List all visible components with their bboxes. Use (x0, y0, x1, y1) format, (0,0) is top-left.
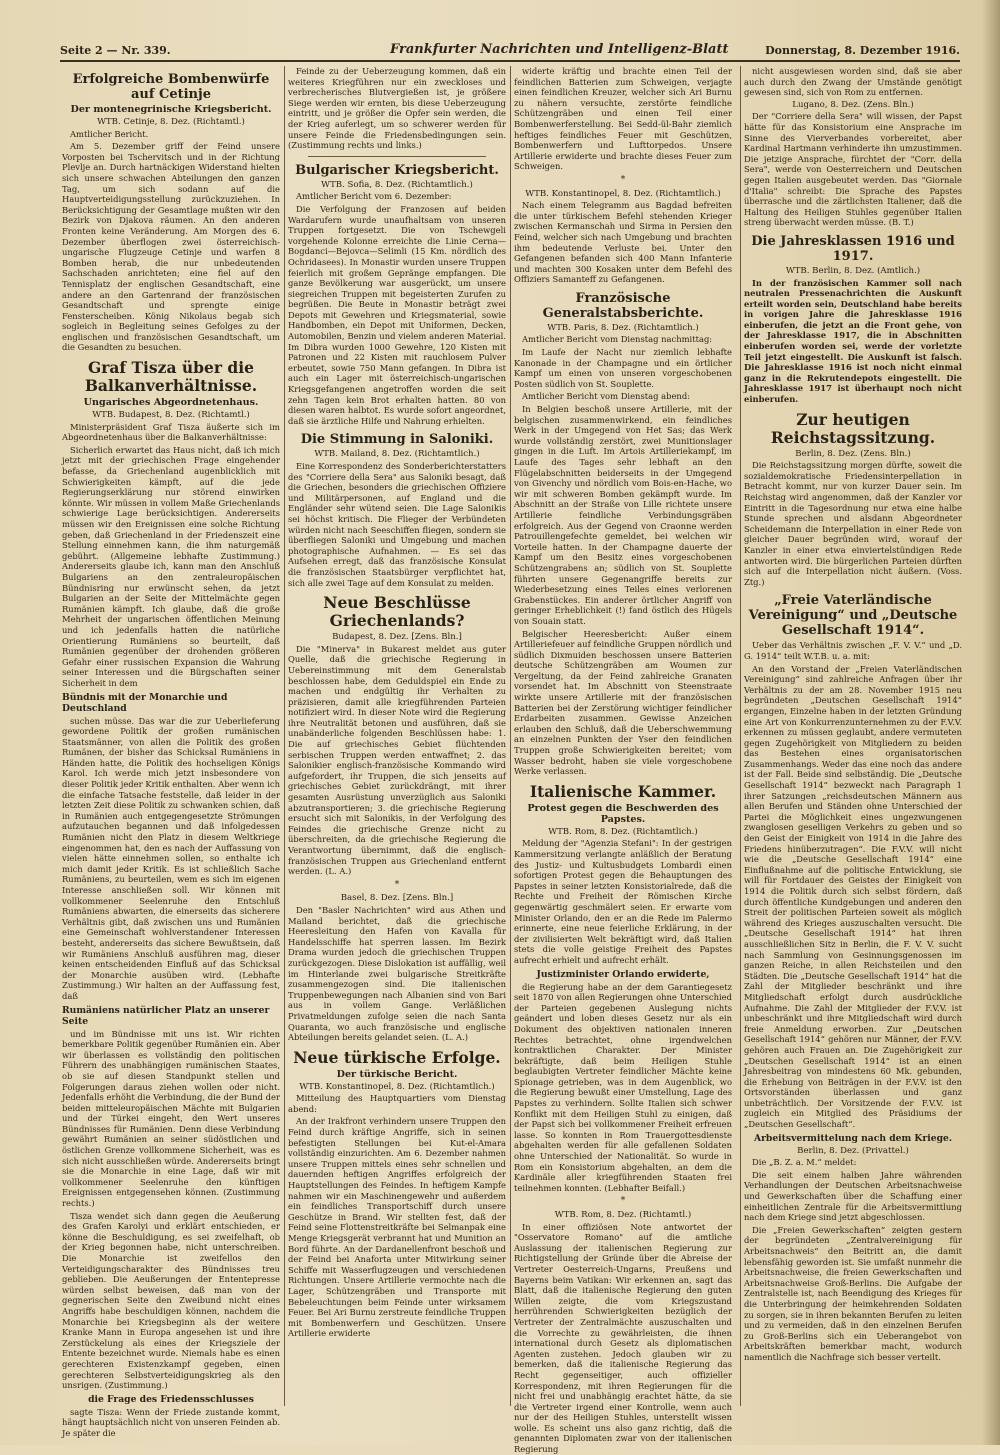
paragraph: Amtlicher Bericht. (70, 128, 149, 139)
headline: „Freie Vaterländische Vereinigung“ und „Deutsche Gesellschaft 1914“. (748, 593, 958, 639)
column-2 (288, 66, 506, 1406)
paragraph: und im Bündnisse mit uns ist. Wir richten bemerkbare Politik gegenüber Rumänien ein. Aber wir überlassen es vollständig den politischen Führern des unabhängigen rumänischen Staates, ob sie auf diesen Standpunkt stellen und Folgerungen daraus ziehen wollen oder nicht. Jedenfalls erhöht die Verbindung, die der Bund der beiden mitteleuropäischen Mächte mit Bulgarien und der Türkei eingeht, den Wert unseres Bündnisses für Rumänien. Denn diese Verbindung gewährt Rumänien an seiner südöstlichen und östlichen Grenze vollkommene Sicherheit, was es sich nicht ausschließen würde. Andererseits bringt sie die Monarchie in eine Lage, daß wir mit vollkommener Seelenruhe den künftigen Ereignissen entgegensehen können. (Zustimmung rechts.) (62, 1028, 280, 1209)
paragraph: In einer offiziösen Note antwortet der "Osservatore Romano" auf die amtliche Auslassung der italienischen Regierung zur Richtigstellung der Gründe über die Abreise der Vertreter Oesterreich-Ungarns, Preußens und Bayerns beim Vatikan: Wir erkennen an, sagt das Blatt, daß die italienische Regierung den guten Willen zeigte, die vom Kriegszustand herrührenden Schwierigkeiten bezüglich der Vertreter der Zentralmächte auszuschalten und die Vorrechte zu gewährleisten, die ihnen international durch Gesetz als diplomatischen Agenten zustehen. Jedoch glauben wir zu bemerken, daß die italienische Regierung das Recht gegenseitiger, auch offizieller Korrespondenz, mit ihren Regierungen für die nicht frei und unabhängig erachtet hätte, da sie die Vertreter irgend einer Kontrolle, wenn auch nur der des Heiligen Stuhles, unterstellt wissen wolle. Es scheint uns also ganz richtig, daß die genannten Diplomaten zwar von der italienischen Regierung (514, 1221, 732, 1455)
column-divider (284, 66, 285, 1406)
paragraph: Die "Minerva" in Bukarest meldet aus guter Quelle, daß die griechische Regierung in Uebereinstimmung mit dem Generalstab beschlossen habe, dem Geduldspiel ein Ende zu machen und endgültig ihr Verhalten zu präzisieren, damit alle kriegführenden Parteien notifiziert wird. In dieser Note wird die Regierung ihre Neutralität betonen und ausführen, daß sie unabänderliche folgenden Beschlüssen habe: 1. Die auf griechisches Gebiet flüchtenden serbischen Truppen werden entwaffnet; 2. das Salonikier englisch-französische Kommando wird aufgefordert, ihr Truppen, die sich jenseits auf griechisches Gebiet zurückdrängt, mit ihrer gesamten Ausrüstung unverzüglich aus Saloniki abzutransportieren; 3. die griechische Regierung ersucht sich mit Salonikis, in der Verfolgung des Feindes die griechische Grenze nicht zu überschreiten, da die griechische Regierung die Verantwortung übernimmt, daß die englisch-französischen Truppen aus Griechenland entfernt werden. (L. A.) (288, 643, 506, 877)
dateline: WTB. Budapest, 8. Dez. (Richtamtl.) (92, 410, 250, 421)
separator-asterisk: * (620, 174, 626, 185)
dateline: Lugano, 8. Dez. (Zens. Bln.) (792, 99, 914, 110)
subheadline: Protest gegen die Beschwerden des Papstes. (527, 802, 719, 825)
column-divider (740, 66, 741, 1406)
dateline: WTB. Paris, 8. Dez. (Richtamtlich.) (547, 322, 699, 333)
paragraph: Eine Korrespondenz des Sonderberichterstatters des "Corriere della Sera" aus Saloniki besagt, daß die Griechen, besonders die griechischen Offiziere und Militärpersonen, auf England und die Engländer sehr wütend seien. Die Lage Salonikis sei höchst kritisch. Die Flieger der Verbündeten würden nicht nach Seeschiffen fliegen, sondern sie überfliegen Saloniki und Umgebung und machen photographische Aufnahmen. — Es sei das Aufsehen erregt, daß das französische Konsulat die französischen Staatsbürger verpflichtet hat, sich alle zwei Tage auf dem Konsulat zu melden. (288, 461, 506, 588)
section-heading: Rumäniens natürlicher Platz an unserer Seite (62, 1004, 270, 1027)
headline: Neue türkische Erfolge. (293, 1047, 501, 1067)
paragraph: sagte Tisza: Wenn der Friede zustande kommt, hängt hauptsächlich nicht von unseren Feinden ab. Je später die (62, 1406, 280, 1438)
dateline: Berlin, 8. Dez. (Zens. Bln.) (795, 448, 911, 459)
paragraph: Ministerpräsident Graf Tisza äußerte sich im Abgeordnetenhaus über die Balkanverhältnisse: (62, 421, 280, 443)
dateline: WTB. Berlin, 8. Dez. (Amtlich.) (785, 265, 921, 276)
paragraph: Feinde zu der Ueberzeugung kommen, daß ein weiteres Kriegführen nur ein zweckloses und verbrecherisches Blutvergießen ist, je größere Siege werden wir ernten, bis diese Ueberzeugung eintritt, und je größer die Opfer sein werden, die der Krieg auferlegt, um so schwerer werden für unsere Feinde die Friedensbedingungen sein. (Zustimmung rechts und links.) (288, 66, 506, 151)
dateline: WTB. Cetinje, 8. Dez. (Richtamtl.) (97, 117, 245, 127)
paragraph: Amtlicher Bericht vom Dienstag nachmittag: (522, 334, 713, 345)
paragraph: Sicherlich erwartet das Haus nicht, daß ich mich jetzt mit der griechischen Frage eingehender befasse, da Griechenland augenblicklich mit Schwierigkeiten kämpft, auf die jede Regierungserklärung nur störend einwirken könnte. Wir müssen in vollem Maße Griechenlands schwierige Lage berücksichtigen. Andererseits müssen wir den Ereignissen eine solche Richtung geben, daß Griechenland in der Friedenszeit eine Stellung einnehmen kann, die ihm naturgemäß gebührt. (Allgemeine lebhafte Zustimmung.) Andererseits glaube ich, kann man den Anschluß Bulgariens an den zentraleuropäischen Bündnisring nur erwünscht sehen, da jetzt Bulgarien an der Seite der Mittelmächte gegen Rumänien kämpft. Ich glaube, daß die große Mehrheit der ungarischen öffentlichen Meinung und ich jedenfalls hatten die natürliche Orientierung Rumäniens so beurteilt, daß Rumänien gegenüber der drohenden größeren Gefahr einer russischen Expansion die Wahrung seiner Interessen und die Bürgschaften seiner Sicherheit in dem (62, 444, 280, 688)
subheadline: Der türkische Bericht. (336, 1068, 458, 1080)
headline: Graf Tisza über die Balkanverhältnisse. (84, 358, 258, 396)
paragraph: Amtlicher Bericht vom Dienstag abend: (522, 391, 691, 402)
dateline: WTB. Sofia, 8. Dez. (Richtamtlich.) (321, 179, 473, 190)
paragraph: nicht ausgewiesen worden sind, daß sie aber auch durch den Zwang der Umstände genötigt gewesen sind, sich von Rom zu entfernen. (744, 66, 962, 98)
paragraph: An der Irakfront verhindern unsere Truppen den Feind durch kräftige Angriffe, sich in seinen befestigten Stellungen bei Kut-el-Amara vollständig einzurichten. Am 6. Dezember nahmen unsere Truppen mittels eines sehr schnellen und dauernden heftigen Angriffes erfolgreich der Hauptstellungen des Feindes. In heftigem Kampfe nahmen wir ein Maschinengewehr und außerdem ein feindliches Transportschiff durch unsere Geschütze in Brand. Wir stellten fest, daß der Feind seine Flottenstreitkräfte bei Selmanpak eine Menge Kriegsgerät verbrannt hat und Munition an Bord führte. An der Dardanellenfront beschoß und der Feind bei Anaforta unter Mitwirkung seiner Schiffe mit Wasserflugzeugen und verschiedenen Richtungen. Unsere Artillerie vermochte nach die Lager, Schützengräben und Transporte mit Bebeleuchtungen beim Feinde unter wirksamem Feuer. Bei Ari Burnu zerstreute feindliche Truppen mit Bombenwerfern und Geschützen. Unsere Artillerie erwiderte (288, 1116, 506, 1339)
paragraph: Am 5. Dezember griff der Feind unsere Vorposten bei Tschervitsch und in der Richtung Plevlje an. Durch hartnäckigen Widerstand hielten sich unsere schwachen Abteilungen den ganzen Tag, um sich sodann auf die Hauptverteidigungsstellung zurückzuziehen. In Berücksichtigung der Gesamtlage mußten wir den Bezirk von Djakova räumen. An den anderen Fronten keine Veränderung. Am Morgen des 6. Dezember überflogen zwei österreichisch-ungarische Flugzeuge Cetinje und warfen 8 Bomben herab, die nur unbedeutenden Sachschaden anrichteten; eine fiel auf den Tennisplatz der englischen Gesandtschaft, eine andere an den Gartenrand der französischen Gesandtschaft und sprengte einige Fensterscheiben. König Nikolaus begab sich sogleich in Begleitung seines Gefolges zu der englischen und französischen Gesandtschaft, um die Gesandten zu besuchen. (62, 141, 280, 353)
headline: Zur heutigen Reichstagssitzung. (770, 409, 936, 447)
dateline: WTB. Rom, 8. Dez. (Richtamtl.) (554, 1210, 692, 1220)
subheadline: Der montenegrinische Kriegsbericht. (70, 104, 272, 115)
paragraph: Die „Freien Gewerkschaften“ zeigten gestern der begründeten „Zentralvereinigung für Arbeitsnachweis“ den Beitritt an, die damit lebensfähig geworden ist. Sie umfaßt nunmehr die Arbeitsnachweise, die freien Gewerkschaften und Arbeitsnachweise Groß-Berlins. Die Aufgabe der Zentralstelle ist, nach Beendigung des Krieges für die Unterbringung der heimkehrenden Soldaten zu sorgen, sie in ihren bekannten Berufen zu leiten und zu vermeiden, daß in den einzelnen Berufen zu Groß-Berlins sich ein Ueberangebot von Arbeitskräften bemerkbar macht, wodurch namentlich die Nachfrage sich besser verteilt. (744, 1224, 962, 1362)
headline: Neue Beschlüsse Griechenlands? (323, 593, 471, 631)
separator-asterisk: * (394, 879, 400, 890)
paragraph: Den "Basler Nachrichten" wird aus Athen und Mailand berichtet, daß die griechische Heeresleitung den Hafen von Kavalla für Handelsschiffe hat sperren lassen. Im Bezirk Drama wurden jedoch die griechischen Truppen zurückgezogen. Diese Dislokation ist auffällig, weil im Hinterlande zwei bulgarische Streitkräfte zusammengezogen sind. Die italienischen Truppenbewegungen nach Albanien sind von Bari aus in vollem Gange. Verläßlichen Privatmeldungen zufolge seien die nach Santa Quaranta, wo auch französische und englische Abteilungen bereits gelandet seien. (L. A.) (288, 904, 506, 1043)
paragraph: widerte kräftig und brachte einen Teil der feindlichen Batterien zum Schweigen, verjagte einen feindlichen Kreuzer, welcher sich Ari Burnu zu nähern versuchte, zerstörte feindliche Schützengräben und einen Teil einer Bombenwerferstellung. Bei Sedd-ül-Bahr ziemlich heftiges feindliches Feuer mit Geschützen, Bombenwerfern und Lufttorpedos. Unsere Artillerie erwiderte und brachte dieses Feuer zum Schweigen. (514, 66, 732, 172)
headline: Bulgarischer Kriegsbericht. (295, 162, 499, 178)
section-heading: die Frage des Friedensschlusses (88, 1393, 254, 1405)
paragraph: In Belgien beschoß unsere Artillerie, mit der belgischen zusammenwirkend, ein feindliches Werk in der Umgegend von Het Sas; das Werk wurde vollständig zerstört, zwei Munitionslager gingen in die Luft. Im Artois Artilleriekampf, im Laufe des Tages sehr lebhaft an den Flügelabschnitten beiderseits in der Umgegend von Givenchy und nördlich vom Bois-en-Hache, wo wir mit schweren Bomben gekämpft wurde. Im Abschnitt an der Straße von Lille richtete unsere Artillerie feindliche Verbindungsgräben erfolgreich. Aus der Gegend von Craonne werden Patrouillengefechte gemeldet, bei welchen wir Vorteile hatten. In der Champagne dauerte der Kampf um den Besitz eines vorgeschobenen Schützengrabens an; südlich von St. Souplette führten unsere Gegenangriffe bereits zur Wiederbesetzung eines Teiles eines verlorenen Grabenstückes. Ein anderer örtlicher Angriff von geringer Erheblichkeit (!) fand östlich des Hügels von Souain statt. (514, 404, 732, 626)
dateline: WTB. Mailand, 8. Dez. (Richtamtlich.) (314, 449, 480, 460)
column-divider (510, 66, 511, 1406)
paragraph: Die Reichstagssitzung morgen dürfte, soweit die sozialdemokratische Friedensinterpellation in Betracht kommt, nur von kurzer Dauer sein. Im Reichstag wird angenommen, daß der Kanzler vor Eintritt in die Tagesordnung nur etwa eine halbe Stunde sprechen und alsdann Abgeordneter Scheidemann die Interpellation in einer Rede von gleicher Dauer begründen wird, worauf der Kanzler in einer etwa einviertelstündigen Rede antworten wird. Die bürgerlichen Parteien dürften sich auf die Interpellation nicht äußern. (Voss. Ztg.) (744, 460, 962, 587)
page-edge-shadow (982, 0, 1000, 1445)
headline: Italienische Kammer. (529, 781, 717, 801)
column-4 (744, 66, 962, 1406)
headline: Erfolgreiche Bombenwürfe auf Cetinje (72, 72, 270, 102)
header-date: Donnerstag, 8. Dezember 1916. (765, 44, 960, 57)
dateline: Budapest, 8. Dez. [Zens. Bln.] (332, 632, 462, 643)
paragraph: Der "Corriere della Sera" will wissen, der Papst hätte für das Konsistorium eine Ansprache im Sinne des Vierverbandes vorbereitet, aber Kardinal Hartmann verhinderte ihn umzustimmen. Die jetzige Ansprache, fürchtet der "Corr. della Sera", werde von Oesterreichern und Deutschen gegen Italien ausgebeutet werden. Das "Giornale d'Italia" schreibt: Die Sprache des Papstes überrasche und die zärtlichsten Italiener, daß die Haltung des Heiligen Stuhles gegenüber Italien streng überwacht werden müsse. (B. T.) (744, 111, 962, 228)
section-heading: Bündnis mit der Monarchie und Deutschland (62, 691, 228, 714)
paragraph: Tisza wendet sich dann gegen die Aeußerung des Grafen Karolyi und erklärt entschieden, er könne die Beschuldigung, es sei zweifelhaft, ob der Krieg begonnen habe, nicht unterschreiben. Die Monarchie ist zweifellos den Verteidigungscharakter des Bündnisses treu geblieben. Die Aeußerungen der Ententepresse würden selbst beweisen, daß man von der gegnerischen Seite den Zweibund nicht eines Angriffs habe beschuldigen können, nachdem die Monarchie bei Kriegsbeginn als der weitere Kranke Mann in Europa angesehen ist und ihre Zerstückelung als eines der Kriegsziele der Entente bezeichnet wurde. Niemals habe es einen gerechteren Existenzkampf gegeben, einen gerechteren Selbstverteidigungskrieg als den unsrigen. (Zustimmung.) (62, 1210, 280, 1391)
dateline: WTB. Konstantinopel, 8. Dez. (Richtamtlich.) (299, 1081, 495, 1092)
column-3 (514, 66, 732, 1455)
paragraph: Im Laufe der Nacht nur ziemlich lebhafte Kanonade in der Champagne und ein örtlicher Kampf um einen von unseren vorgeschobenen Posten südlich von St. Souplette. (514, 347, 732, 389)
paragraph: Die „B. Z. a. M.“ meldet: (752, 1157, 857, 1168)
paragraph: Die seit einem halben Jahre währenden Verhandlungen der Deutschen Arbeitsnachweise und Gewerkschaften über die Schaffung einer einheitlichen Zentrale für die Arbeitsvermittlung nach dem Kriege sind jetzt abgeschlossen. (744, 1169, 962, 1223)
section-heading: Justizminister Orlando erwiderte, (536, 968, 710, 980)
dateline: WTB. Rom, 8. Dez. (Richtamtlich.) (548, 826, 698, 837)
dateline: WTB. Konstantinopel, 8. Dez. (Richtamtlich.) (525, 188, 721, 199)
header-masthead: Frankfurter Nachrichten und Intelligenz-Blatt (390, 42, 729, 57)
paragraph: Nach einem Telegramm aus Bagdad befreiten die unter türkischem Befehl stehenden Krieger zwischen Kermanschah und Sirma in Persien den Feind, welcher sich nach Umgebung und brachten ihm bedeutende Verluste bei. Unter den Gefangenen befanden sich 400 Mann Infanterie und machten 300 Kosaken unter dem Befehl des Offiziers Samanteff zu Gefangenen. (514, 200, 732, 285)
paragraph: In der französischen Kammer soll nach neutralen Pressenachrichten die Auskunft erteilt worden sein, Deutschland habe bereits in vorigen Jahre die Jahresklasse 1916 einberufen, die jetzt an die Front gehe, von der Jahresklasse 1917, die in Abschnitten einberufen worden sei, werde der vorletzte Teil jetzt eingestellt. Die Auskunft ist falsch. Die Jahresklasse 1916 ist noch nicht einmal ganz in die Rekrutendepots eingestellt. Die Jahresklasse 1917 ist überhaupt noch nicht einberufen. (744, 277, 962, 405)
paragraph: suchen müsse. Das war die zur Ueberlieferung gewordene Politik der großen rumänischen Staatsmänner, von allen die Politik des großen Rumänen, der bisher das Schicksal Rumäniens in Händen hatte, die Politik des hochseligen Königs Karol. Ich werde mich jetzt insbesondere von dieser Politik jeder Kritik enthalten. Aber wenn ich die einfache Tatsache feststelle, daß leider in der letzten Zeit diese Politik zu schwanken schien, daß in Rumänien auch entgegengesetzte Strömungen aufzutauchen begannen und daß infolgedessen Rumänien nicht den Platz in diesem Weltkriege eingenommen hat, den es nach der Auffassung von vielen hätte einnehmen sollen, so enthalte ich mich damit jeder Kritik. Es ist schließlich Sache Rumäniens, zu beurteilen, wem es sich im eigenen Interesse anschließen soll. Wir können mit vollkommener Seelenruhe den Entschluß Rumäniens abwarten, die einerseits das sicherere Verhältnis gibt, daß zwischen uns und Rumänien eine Gemeinschaft wohlverstandener Interessen besteht, andererseits das sichere Bewußtsein, daß wir Rumäniens Anschluß ausführen mag, dieser keinen entscheidenden Einfluß auf das Schicksal der Monarchie ausüben wird. (Lebhafte Zustimmung.) Wir halten an der Auffassung fest, daß (62, 715, 280, 1001)
dateline: Berlin, 8. Dez. (Privattel.) (797, 1145, 909, 1156)
header-rule (60, 60, 960, 62)
paragraph: Mitteilung des Hauptquartiers vom Dienstag abend: (288, 1093, 506, 1114)
headline: Die Jahresklassen 1916 und 1917. (751, 233, 955, 264)
page-header (60, 40, 960, 62)
paragraph: Belgischer Heeresbericht: Außer einem Artilleriefeuer auf feindliche Gruppen nördlich und südlich Dixmuiden beschossen unsere Batterien deutsche Schützengräben am Woumen zur Vergeltung, da der Feind zahlreiche Granaten vorsendet hat. Im Abschnitt von Steenstraate wirkte unsere Artillerie mit der französischen Batterien bei der Zerstörung wichtiger feindlicher Erdarbeiten zusammen. Gewisse Anzeichen erlauben den Schluß, daß die Ueberschwemmung an einzelnen Punkten der Yser den feindlichen Truppen große Schwierigkeiten bereitet; vom Wasser bedroht, haben sie viele vorgeschobene Werke verlassen. (514, 628, 732, 777)
paragraph: An den Vorstand der „Freien Vaterländischen Vereinigung“ sind zahlreiche Anfragen über ihr Verhältnis zu der am 28. November 1915 neu begründeten „Deutschen Gesellschaft 1914“ ergangen, Einzelne haben in der letzten Gründung eine Art von Konkurrenzunternehmen zu der F.V.V. erkennen zu müssen geglaubt, andere vermuteten gegen Zugehörigkeit von Mitgliedern zu beiden das Bestehen eines organisatorischen Zusammenhangs. Weder das eine noch das andere ist der Fall. Beide sind selbständig. Die „Deutsche Gesellschaft 1914“ bezweckt nach Paragraph 1 ihrer Satzungen „reichsdeutschen Männern aus allen Berufen und Ständen ohne Unterschied der Partei die Möglichkeit eines ungezwungenen zwanglosen geselligen Verkehrs zu geben und so den Geist der Einigkeit von 1914 in die Jahre des Friedens hinüberzutragen“. Die F.V.V. will nicht wie die „Deutsche Gesellschaft 1914“ eine Einflußnahme auf die politische Entwicklung, sie will für Fortdauer des Geistes der Einigkeit von 1914 die Politik durch sich selbst fördern, daß durch öffentliche Kundgebungen und anderen den Streit der politischen Parteien soweit als möglich während des Krieges auszuschalten versucht. Die „Deutsche Gesellschaft 1914“ hat ihren ausschließlichen Sitz in Berlin, die F. V. V. sucht nach Sammlung von Gesinnungsgenossen im ganzen Reiche, in allen Reichsteilen und den Städten. Die „Deutsche Gesellschaft 1914“ hat die Zahl der Mitglieder beschränkt und ihre Mitgliedschaft erfolgt durch ausdrückliche Aufnahme. Die Zahl der Mitglieder der F.V.V. ist unbeschränkt und ihre Mitgliedschaft wird durch freie Anmeldung erworben. Zur „Deutschen Gesellschaft 1914“ gehören nur Männer, der F.V.V. gehören auch Frauen an. Die Zugehörigkeit zur „Deutschen Gesellschaft 1914“ ist an einen Jahresbeitrag von mindestens 60 Mk. gebunden, die Erhebung von Beiträgen in der F.V.V. ist den Ortsvorständen überlassen und ganz unbeträchtlich. Der Vorsitzende der F.V.V. ist zugleich ein Mitglied des Präsidiums der „Deutschen Gesellschaft“. (744, 663, 962, 1130)
paragraph: Amtlicher Bericht vom 6. Dezember: (296, 191, 452, 202)
paragraph: Meldung der "Agenzia Stefani": In der gestrigen Kammersitzung verlangte anläßlich der Beratung des Justiz- und Kultusbudgets Lombardi einen sofortigen Protest gegen die Behauptungen des Papstes in seiner letzten Konsistorialrede, daß die Rechte und Freiheit der Römischen Kirche gegenwärtig geschmälert seien. Er erwarte vom Minister Orlando, den er an die Rede im Palermo erinnerte, eine neue feierliche Erklärung, in der der zivilisierten Welt bekräftigt wird, daß Italien stets die volle geistige Freiheit des Papstes aufrecht erhielt und aufrecht erhält. (514, 838, 732, 965)
subheadline: Ungarisches Abgeordnetenhaus. (83, 397, 259, 409)
paragraph: Ueber das Verhältnis zwischen „F. V. V.“ und „D. G. 1914“ teilt W.T.B. u. a. mit: (744, 640, 962, 661)
divider (308, 156, 486, 157)
paragraph: Die Verfolgung der Franzosen auf beiden Wardarufern wurde unaufhaltsam von unseren Truppen fortgesetzt. Die von Tschewgeli vorgehende Kolonne erreichte die Linie Cerna—Bogdanci—Bejovca—Selimli (15 Km. nördlich des Ochridasees). In Monastir wurden unsere Truppen feierlich mit großem Gepränge empfangen. Die ganze Bevölkerung war ausgerückt, um unsere siegreichen Truppen mit begeisterten Zurufen zu begrüßen. Die Beute in Monastir beträgt zwei Depots mit Gewehren und Kriegsmaterial, sowie Handbomben, ein Depot mit Uniformen, Decken, Automobilen, Benzin und vielem anderen Material. Im Dibra wurden 1000 Gewehre, 120 Kisten mit Patronen und 22 Kisten mit rauchlosem Pulver erbeutet, sowie 750 Mann gefangen. In Dibra ist auch ein Lager mit österreichisch-ungarischen Kriegsgefangenen angetroffen worden die seit zehn Tagen kein Brot erhalten hatten. 80 von diesen waren halbtot. Es wurde sofort angeordnet, daß sie ärztliche Hilfe und Nahrung erhielten. (288, 203, 506, 426)
headline: Die Stimmung in Saloniki. (300, 432, 494, 448)
paragraph: die Regierung habe an der dem Garantiegesetz seit 1870 von allen Regierungen ohne Unterschied der Parteien gegebenen Auslegung nichts geändert und loben dieses Gesetz nur als ein Dokument des objektiven nationalen inneren Rechtes betrachtet, ohne irgendwelchen kontraktlichen Charakter. Der Minister bekräftigte, daß beim Heiligen Stuhle beglaubigten Vertreter feindlicher Mächte keine Spionage getrieben, was in dem Augenblick, wo die Regierung bewußt einer Umstellung, Lage des Papstes zu verhindern. Sollte Italien sich schwer Konflikt mit dem Heiligen Stuhl zu einigen, daß der Papst sich bei vollkommener Freiheit erfreuen lasse. So konnten in Rom Trauergottesdienste abgehalten werden für alle gefallenen Soldaten ohne Unterschied der Nationalität. So wurde in Rom ein Konsistorium abgehalten, an dem die Kardinäle aller kriegführenden Staaten frei teilnehmen konnten. (Lebhafter Beifall.) (514, 981, 732, 1193)
section-heading: Arbeitsvermittelung nach dem Kriege. (753, 1132, 953, 1144)
headline: Französische Generalstabsberichte. (542, 290, 704, 321)
header-page-number: Seite 2 — Nr. 339. (60, 44, 171, 57)
column-1 (62, 66, 280, 1438)
dateline: Basel, 8. Dez. [Zens. Bln.] (340, 893, 454, 904)
separator-asterisk: * (620, 1196, 626, 1207)
